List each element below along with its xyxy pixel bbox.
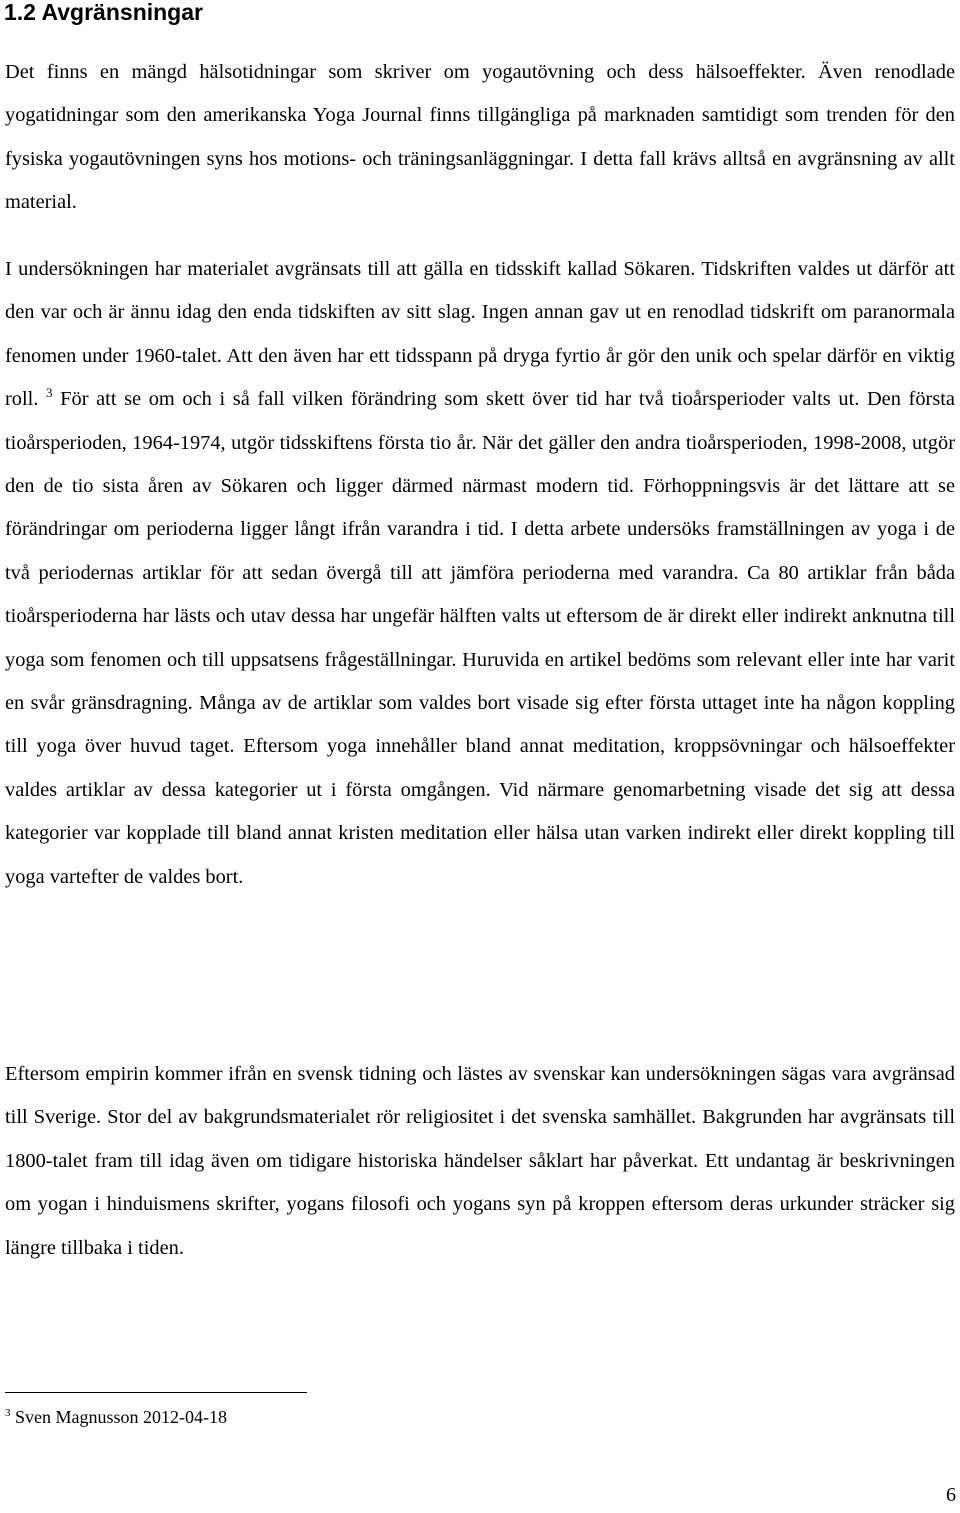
paragraph-text-before-footnote: I undersökningen har materialet avgränsats till att gälla en tidsskift kallad Sökaren. Tidskriften valdes ut därför att den var och är ännu idag den enda tidskiften av sitt slag. Ingen annan gav ut en renodlad tidskrift om paranormala fenomen under 1960-talet. Att den även har ett tidsspann på dryga fyrtio år gör den unik och spelar därför en viktig roll.: [5, 258, 955, 411]
footnote: [5, 1405, 227, 1429]
footnote-marker: 3: [5, 1407, 11, 1419]
paragraph-geography: Eftersom empirin kommer ifrån en svensk tidning och lästes av svenskar kan undersökningen sägas vara avgränsad till Sverige. Stor del av bakgrundsmaterialet rör religiositet i det svenska samhället. Bakgrunden har avgränsats till 1800-talet fram till idag även om tidigare historiska händelser såklart har påverkat. Ett undantag är beskrivningen om yogan i hinduismens skrifter, yogans filosofi och yogans syn på kroppen eftersom deras urkunder sträcker sig längre tillbaka i tiden.: [5, 1063, 955, 1259]
page-number: 6: [946, 1484, 956, 1506]
footnote-text: Sven Magnusson 2012-04-18: [15, 1407, 227, 1427]
footnote-reference[interactable]: 3: [46, 385, 53, 401]
paragraph-text-after-footnote: För att se om och i så fall vilken förändring som skett över tid har två tioårsperioder valts ut. Den första tioårsperioden, 1964-1974, utgör tidsskiftens första tio år. När det gäller den andra tioårsperioden, 1998-2008, utgör den de tio sista åren av Sökaren och ligger därmed närmast modern tid. Förhoppningsvis är det lättare att se förändringar om perioderna ligger långt ifrån varandra i tid. I detta arbete undersöks framställningen av yoga i de två periodernas artiklar för att sedan övergå till att jämföra perioderna med varandra. Ca 80 artiklar från båda tioårsperioderna har lästs och utav dessa har ungefär hälften valts ut eftersom de är direkt eller indirekt anknutna till yoga som fenomen och till uppsatsens frågeställningar. Huruvida en artikel bedöms som relevant eller inte har varit en svår gränsdragning. Många av de artiklar som valdes bort visade sig efter första uttaget inte ha någon koppling till yoga över huvud taget. Eftersom yoga innehåller bland annat meditation, kroppsövningar och hälsoeffekter valdes artiklar av dessa kategorier ut i första omgången. Vid närmare genomarbetning visade det sig att dessa kategorier var kopplade till bland annat kristen meditation eller hälsa utan varken indirekt eller direkt koppling till yoga vartefter de valdes bort.: [5, 388, 955, 888]
paragraph-scope: Det finns en mängd hälsotidningar som skriver om yogautövning och dess hälsoeffekter. Även renodlade yogatidningar som den amerikanska Yoga Journal finns tillgängliga på marknaden samtidigt som trenden för den fysiska yogautövningen syns hos motions- och träningsanläggningar. I detta fall krävs alltså en avgränsning av allt material.: [5, 61, 955, 214]
footnote-divider: [5, 1392, 307, 1393]
paragraph-material: [5, 248, 955, 899]
section-heading: 1.2 Avgränsningar: [4, 0, 203, 25]
